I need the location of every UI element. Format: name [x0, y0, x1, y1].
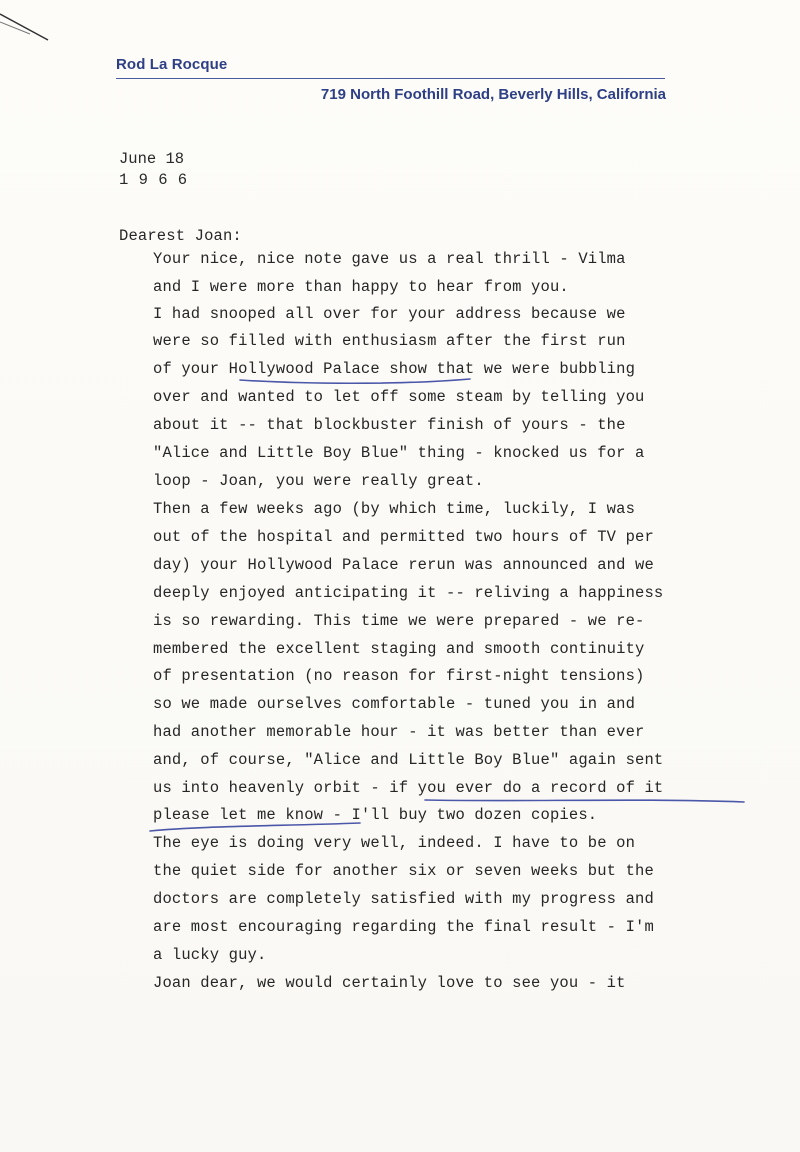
body-line: doctors are completely satisfied with my progress and: [153, 890, 654, 908]
body-line: are most encouraging regarding the final result - I'm: [153, 918, 654, 936]
letterhead-rule: [116, 78, 665, 79]
body-line: so we made ourselves comfortable - tuned you in and: [153, 695, 636, 713]
body-line: about it -- that blockbuster finish of yours - the: [153, 416, 626, 434]
body-line: loop - Joan, you were really great.: [153, 472, 484, 490]
body-line: please let me know - I'll buy two dozen copies.: [153, 806, 598, 824]
date-year: 1 9 6 6: [119, 171, 188, 189]
body-line: The eye is doing very well, indeed. I have to be on: [153, 834, 636, 852]
body-line: Your nice, nice note gave us a real thrill - Vilma: [153, 250, 626, 268]
body-line: "Alice and Little Boy Blue" thing - knocked us for a: [153, 444, 645, 462]
underline-hollywood-palace-show: [240, 379, 470, 383]
body-line: Then a few weeks ago (by which time, luckily, I was: [153, 500, 636, 518]
body-line: and I were more than happy to hear from you.: [153, 278, 569, 296]
body-line: of presentation (no reason for first-night tensions): [153, 667, 645, 685]
body-line: deeply enjoyed anticipating it -- reliving a happiness: [153, 584, 664, 602]
body-line: of your Hollywood Palace show that we were bubbling: [153, 360, 636, 378]
body-line: had another memorable hour - it was better than ever: [153, 723, 645, 741]
body-line: a lucky guy.: [153, 946, 267, 964]
date-month-day: June 18: [119, 150, 185, 168]
letterhead-name: Rod La Rocque: [116, 56, 228, 73]
body-line: is so rewarding. This time we were prepared - we re-: [153, 612, 645, 630]
body-line: the quiet side for another six or seven weeks but the: [153, 862, 654, 880]
body-line: and, of course, "Alice and Little Boy Blue" again sent: [153, 751, 664, 769]
underline-record-request-2: [150, 823, 360, 831]
body-line: over and wanted to let off some steam by telling you: [153, 388, 645, 406]
salutation: Dearest Joan:: [119, 227, 242, 245]
body-line: membered the excellent staging and smooth continuity: [153, 640, 645, 658]
underline-record-request-1: [425, 800, 744, 802]
corner-fold-mark: [0, 0, 60, 50]
body-line: were so filled with enthusiasm after the first run: [153, 332, 626, 350]
letterhead-address: 719 North Foothill Road, Beverly Hills, California: [320, 86, 666, 103]
body-line: I had snooped all over for your address because we: [153, 305, 626, 323]
body-line: day) your Hollywood Palace rerun was announced and we: [153, 556, 654, 574]
body-line: us into heavenly orbit - if you ever do a record of it: [153, 779, 664, 797]
body-line: out of the hospital and permitted two hours of TV per: [153, 528, 654, 546]
body-line: Joan dear, we would certainly love to see you - it: [153, 974, 626, 992]
